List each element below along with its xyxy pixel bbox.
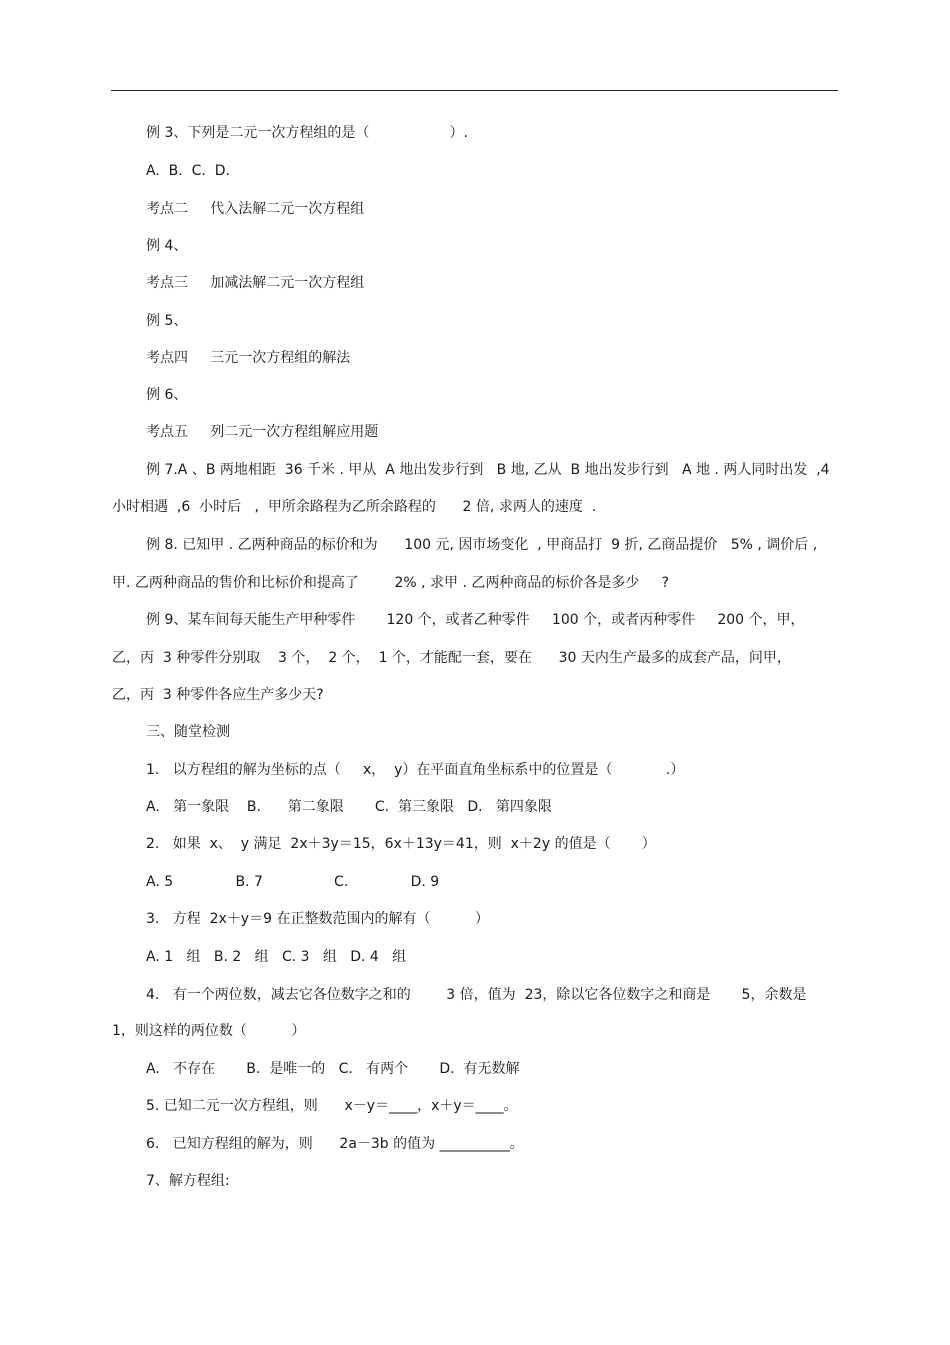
text-line: 考点四 三元一次方程组的解法 [146,350,351,366]
text-line: 3. 方程 2x＋y＝9 在正整数范围内的解有（ ） [146,911,489,927]
text-line: 例 8. 已知甲 . 乙两种商品的标价和为 100 元, 因市场变化 , 甲商品打 9 折, 乙商品提价 5% , 调价后 , [146,537,818,553]
text-line: 乙，丙 3 种零件分别取 3 个， 2 个， 1 个，才能配一套，要在 30 天内生产最多的成套产品，问甲， [112,650,791,666]
text-line: 考点五 列二元一次方程组解应用题 [146,424,379,440]
text-line: 1. 以方程组的解为坐标的点（ x， y）在平面直角坐标系中的位置是（ .） [146,762,685,778]
text-line: A. 5 B. 7 C. D. 9 [146,874,440,890]
text-line: 例 6、 [146,387,188,403]
text-line: A. 1 组 B. 2 组 C. 3 组 D. 4 组 [146,949,407,965]
text-line: 考点三 加减法解二元一次方程组 [146,275,365,291]
text-line: 例 9、某车间每天能生产甲种零件 120 个，或者乙种零件 100 个，或者丙种零件 200 个，甲， [146,612,805,628]
text-line: 例 5、 [146,313,188,329]
text-line: 2. 如果 x、 y 满足 2x＋3y＝15，6x＋13y＝41，则 x＋2y 的值是（ ） [146,836,656,852]
text-line: 例 3、下列是二元一次方程组的是（ ）. [146,125,468,141]
text-line: 例 4、 [146,238,188,254]
text-line: 小时相遇 ,6 小时后 , 甲所余路程为乙所余路程的 2 倍, 求两人的速度 . [112,499,597,515]
text-line: A. 不存在 B. 是唯一的 C. 有两个 D. 有无数解 [146,1061,520,1077]
text-line: 甲. 乙两种商品的售价和比标价和提高了 2% , 求甲 . 乙两种商品的标价各是多少 ? [112,575,670,591]
text-line: 1，则这样的两位数（ ） [112,1023,306,1039]
text-line: 4. 有一个两位数，减去它各位数字之和的 3 倍，值为 23，除以它各位数字之和商是 5，余数是 [146,987,807,1003]
text-line: 例 7.A 、B 两地相距 36 千米 . 甲从 A 地出发步行到 B 地, 乙从 B 地出发步行到 A 地 . 两人同时出发 ,4 [146,462,830,478]
text-line: A. B. C. D. [146,163,230,179]
text-line: A. 第一象限 B. 第二象限 C. 第三象限 D. 第四象限 [146,799,552,815]
text-line: 乙，丙 3 种零件各应生产多少天? [112,687,324,703]
text-line: 7、解方程组: [146,1173,230,1189]
text-line: 考点二 代入法解二元一次方程组 [146,201,365,217]
text-line: 5. 已知二元一次方程组，则 x－y＝____，x＋y＝____。 [146,1098,518,1114]
text-line: 6. 已知方程组的解为，则 2a－3b 的值为 __________。 [146,1136,524,1152]
header-rule [111,90,838,91]
text-line: 三、随堂检测 [146,724,230,740]
